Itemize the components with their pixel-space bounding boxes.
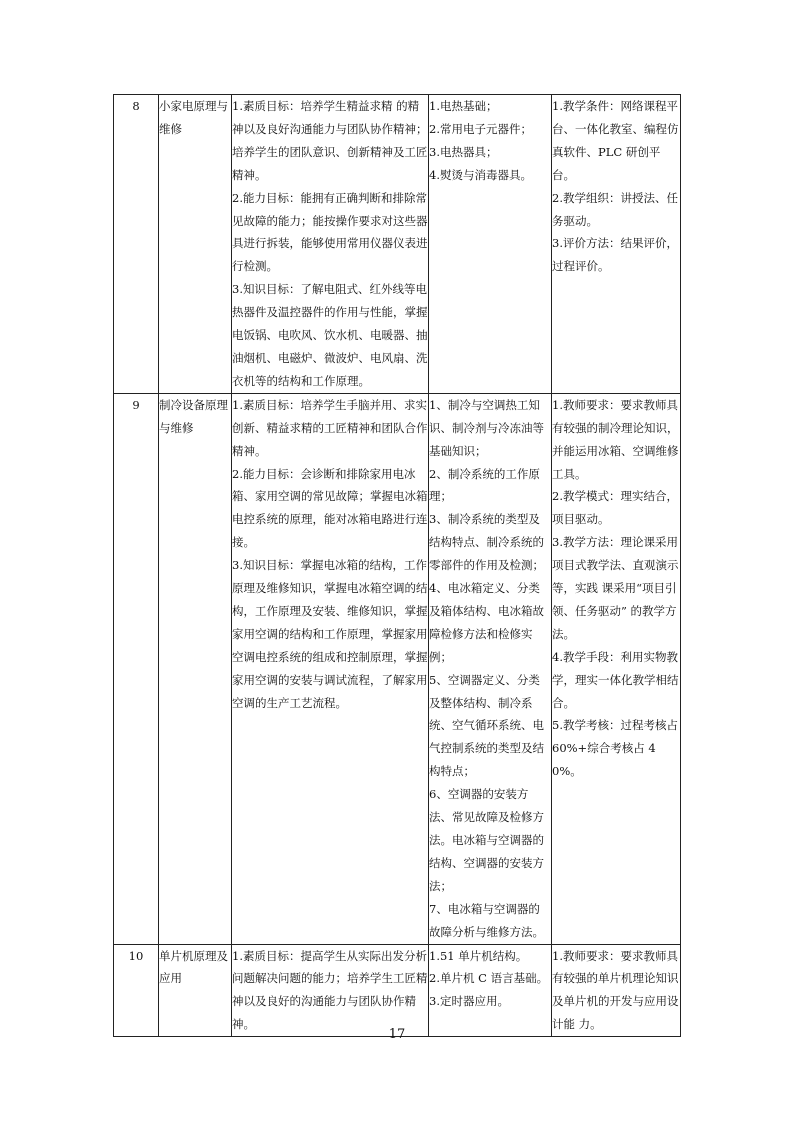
course-content bbox=[429, 95, 552, 394]
table-row bbox=[114, 95, 681, 394]
course-number: 9 bbox=[114, 393, 159, 944]
requirement-item: 2.教学模式：理实结合，项目驱动。 bbox=[552, 489, 678, 527]
course-requirements bbox=[552, 944, 681, 1037]
content-item: 5、空调器定义、分类及整体结构、制冷系统、空气循环系统、电气控制系统的类型及结构特点； bbox=[429, 672, 544, 779]
content-item: 2、制冷系统的工作原理； bbox=[429, 466, 540, 504]
course-content bbox=[429, 393, 552, 944]
requirement-item: 1.教师要求：要求教师具有较强的单片机理论知识及单片机的开发与应用设计能 力。 bbox=[552, 948, 679, 1032]
content-item: 6、空调器的安装方法、常见故障及检修方法。电冰箱与空调器的结构、空调器的安装方法； bbox=[429, 787, 544, 893]
requirement-item: 5.教学考核：过程考核占60%+综合考核占 40%。 bbox=[552, 718, 678, 779]
requirement-item: 4.教学手段：利用实物教学，理实一体化教学相结合。 bbox=[552, 649, 679, 710]
content-item: 2.单片机 C 语言基础。 bbox=[429, 971, 549, 986]
course-name: 单片机原理及应用 bbox=[159, 944, 232, 1037]
content-item: 4、电冰箱定义、分类及箱体结构、电冰箱故障检修方法和检修实例； bbox=[429, 581, 544, 664]
objective-item: 3.知识目标：了解电阻式、红外线等电热器件及温控器件的作用与性能，掌握电饭锅、电吹风、饮水机、电暖器、抽油烟机、电磁炉、微波炉、电风扇、洗衣机等的结构和工作原理。 bbox=[232, 282, 428, 388]
course-name: 制冷设备原理与维修 bbox=[159, 393, 232, 944]
objective-item: 1.素质目标：培养学生精益求精 的精神以及良好沟通能力与团队协作精神；培养学生的团队意识、创新精神及工匠精神。 bbox=[232, 99, 428, 182]
table-row bbox=[114, 393, 681, 944]
course-objectives bbox=[232, 95, 429, 394]
course-content bbox=[429, 944, 552, 1037]
course-name: 小家电原理与维修 bbox=[159, 95, 232, 394]
requirement-item: 1.教学条件：网络课程平台、一体化教室、编程仿真软件、PLC 研创平台。 bbox=[552, 99, 679, 182]
content-item: 3.定时器应用。 bbox=[429, 994, 509, 1009]
content-item: 3.电热器具； bbox=[429, 144, 498, 159]
objective-item: 3.知识目标：掌握电冰箱的结构，工作原理及维修知识，掌握电冰箱空调的结构，工作原理及安装、维修知识，掌握家用空调的结构和工作原理，掌握家用空调电控系统的组成和控制原理，掌握家用空调的安装与调试流程，了解家用空调的生产工艺流程。 bbox=[232, 558, 428, 710]
course-objectives bbox=[232, 944, 429, 1037]
content-item: 7、电冰箱与空调器的故障分析与维修方法。 bbox=[429, 901, 544, 939]
objective-item: 1.素质目标：提高学生从实际出发分析问题解决问题的能力；培养学生工匠精神以及良好的沟通能力与团队协作精神。 bbox=[232, 948, 428, 1032]
requirement-item: 3.评价方法：结果评价，过程评价。 bbox=[552, 236, 678, 274]
objective-item: 2.能力目标：会诊断和排除家用电冰箱、家用空调的常见故障；掌握电冰箱电控系统的原理，能对冰箱电路进行连接。 bbox=[232, 466, 428, 550]
objective-item: 1.素质目标：培养学生手脑并用、求实创新、精益求精的工匠精神和团队合作精神。 bbox=[232, 397, 428, 458]
course-requirements bbox=[552, 393, 681, 944]
requirement-item: 3.教学方法：理论课采用项目式教学法、直观演示等，实践 课采用“项目引领、任务驱动” 的教学方法。 bbox=[552, 535, 679, 641]
course-objectives bbox=[232, 393, 429, 944]
content-item: 1、制冷与空调热工知识、制冷剂与冷冻油等基础知识； bbox=[429, 397, 544, 458]
table-row bbox=[114, 944, 681, 1037]
requirement-item: 1.教师要求：要求教师具有较强的制冷理论知识，并能运用冰箱、空调维修工具。 bbox=[552, 397, 679, 481]
course-requirements bbox=[552, 95, 681, 394]
page-number: 17 bbox=[388, 1027, 406, 1042]
content-item: 3、制冷系统的类型及结构特点、制冷系统的零部件的作用及检测； bbox=[429, 512, 544, 573]
requirement-item: 2.教学组织：讲授法、任务驱动。 bbox=[552, 190, 678, 228]
course-number: 10 bbox=[114, 944, 159, 1037]
objective-item: 2.能力目标：能拥有正确判断和排除常见故障的能力；能按操作要求对这些器具进行拆装，能够使用常用仪器仪表进行检测。 bbox=[232, 190, 428, 274]
course-table bbox=[113, 94, 681, 1037]
content-item: 1.电热基础； bbox=[429, 99, 498, 113]
content-item: 1.51 单片机结构。 bbox=[429, 948, 528, 963]
course-number: 8 bbox=[114, 95, 159, 394]
content-item: 4.熨烫与消毒器具。 bbox=[429, 167, 532, 182]
content-item: 2.常用电子元器件； bbox=[429, 121, 532, 136]
